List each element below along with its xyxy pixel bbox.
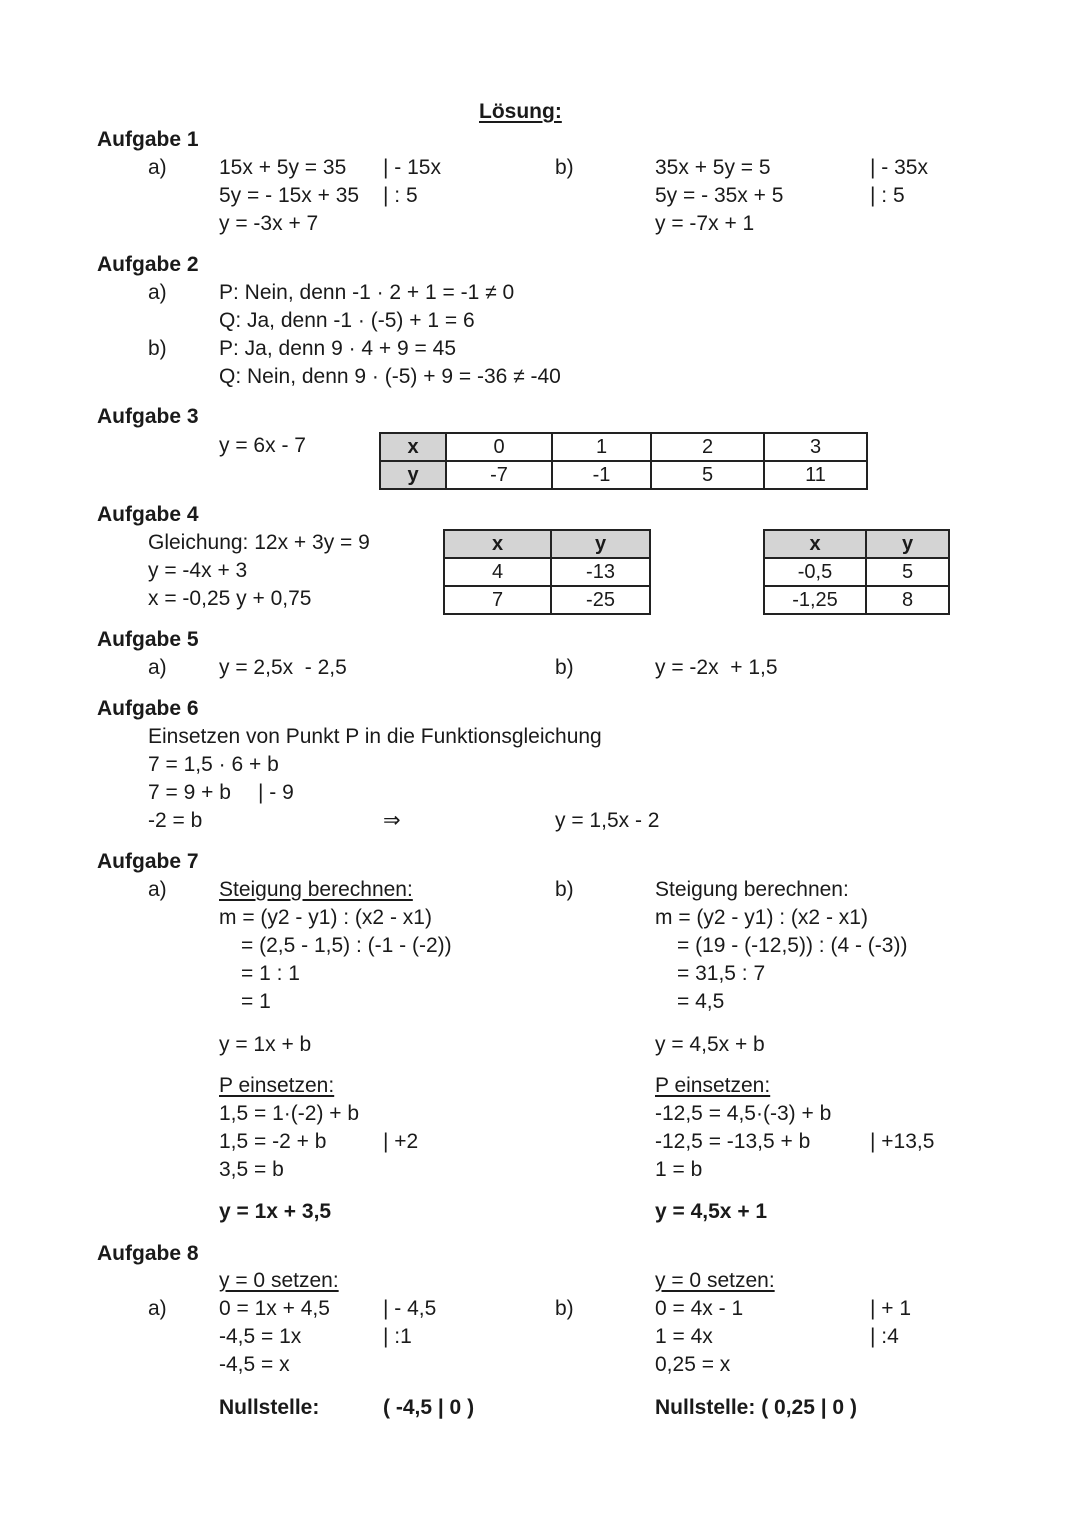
task-4-line: y = -4x + 3 <box>148 559 248 582</box>
task-8b-line: 0 = 4x - 1 <box>655 1297 744 1320</box>
task-2a-line: P: Nein, denn -1 · 2 + 1 = -1 ≠ 0 <box>219 281 515 304</box>
task-7a-result: y = 1x + 3,5 <box>219 1200 332 1223</box>
task-8a-line: 0 = 1x + 4,5 <box>219 1297 330 1320</box>
table-header-x: x <box>380 433 446 461</box>
task-7a-form: y = 1x + b <box>219 1033 312 1056</box>
task-8b-op: | + 1 <box>870 1297 912 1320</box>
task-1a-label: a) <box>148 156 167 179</box>
task-7a-p-line: 1,5 = -2 + b <box>219 1130 327 1153</box>
task-8a-null-value: ( -4,5 | 0 ) <box>383 1396 475 1419</box>
table-cell: 0 <box>446 433 552 461</box>
task-7b-label: b) <box>555 878 574 901</box>
task-7b-slope-line: = (19 - (-12,5)) : (4 - (-3)) <box>677 934 908 957</box>
table-cell: -0,5 <box>764 558 866 586</box>
table-header-y: y <box>551 530 650 558</box>
task-6-line: -2 = b <box>148 809 203 832</box>
task-5a-equation: y = 2,5x - 2,5 <box>219 656 347 679</box>
task-7b-p-line: -12,5 = -13,5 + b <box>655 1130 811 1153</box>
task-7b-slope-title: Steigung berechnen: <box>655 878 849 901</box>
task-6-line: Einsetzen von Punkt P in die Funktionsgleichung <box>148 725 602 748</box>
table-cell: -13 <box>551 558 650 586</box>
table-header-y: y <box>866 530 949 558</box>
task-6-line: 7 = 1,5 · 6 + b <box>148 753 279 776</box>
task-8a-null-label: Nullstelle: <box>219 1396 320 1419</box>
task-3-heading: Aufgabe 3 <box>97 405 199 428</box>
task-1a-line: 15x + 5y = 35 <box>219 156 347 179</box>
table-cell: 5 <box>866 558 949 586</box>
task-1a-op: | - 15x <box>383 156 441 179</box>
task-1b-label: b) <box>555 156 574 179</box>
page-title: Lösung: <box>479 100 562 123</box>
task-1a-line: 5y = - 15x + 35 <box>219 184 360 207</box>
task-7a-slope-line: = (2,5 - 1,5) : (-1 - (-2)) <box>241 934 452 957</box>
task-8a-title: y = 0 setzen: <box>219 1269 339 1292</box>
task-2b-line: P: Ja, denn 9 · 4 + 9 = 45 <box>219 337 456 360</box>
task-7a-slope-line: = 1 : 1 <box>241 962 300 985</box>
task-5a-label: a) <box>148 656 167 679</box>
table-cell: -1 <box>552 461 651 489</box>
task-7b-p-op: | +13,5 <box>870 1130 935 1153</box>
task-8-heading: Aufgabe 8 <box>97 1242 199 1265</box>
task-1b-line: 5y = - 35x + 5 <box>655 184 784 207</box>
table-cell: 2 <box>651 433 764 461</box>
task-4-heading: Aufgabe 4 <box>97 503 199 526</box>
task-7b-slope-line: = 31,5 : 7 <box>677 962 766 985</box>
task-7b-slope-line: = 4,5 <box>677 990 725 1013</box>
task-2-heading: Aufgabe 2 <box>97 253 199 276</box>
value-table-task-4-second <box>763 529 950 615</box>
task-7a-slope-line: m = (y2 - y1) : (x2 - x1) <box>219 906 432 929</box>
task-1b-op: | - 35x <box>870 156 928 179</box>
table-cell: -1,25 <box>764 586 866 614</box>
task-7a-p-line: 3,5 = b <box>219 1158 284 1181</box>
task-1b-op: | : 5 <box>870 184 905 207</box>
task-5-heading: Aufgabe 5 <box>97 628 199 651</box>
task-7b-p-title: P einsetzen: <box>655 1074 771 1097</box>
task-2b-line: Q: Nein, denn 9 · (-5) + 9 = -36 ≠ -40 <box>219 365 561 388</box>
task-1-heading: Aufgabe 1 <box>97 128 199 151</box>
task-1b-line: 35x + 5y = 5 <box>655 156 771 179</box>
table-cell: 1 <box>552 433 651 461</box>
task-7a-p-title: P einsetzen: <box>219 1074 335 1097</box>
task-8a-label: a) <box>148 1297 167 1320</box>
task-2a-label: a) <box>148 281 167 304</box>
task-8a-op: | :1 <box>383 1325 412 1348</box>
task-1b-line: y = -7x + 1 <box>655 212 755 235</box>
table-cell: 11 <box>764 461 867 489</box>
task-6-heading: Aufgabe 6 <box>97 697 199 720</box>
table-cell: 3 <box>764 433 867 461</box>
task-6-op: | - 9 <box>258 781 294 804</box>
table-cell: -25 <box>551 586 650 614</box>
task-8b-line: 1 = 4x <box>655 1325 713 1348</box>
task-8b-title: y = 0 setzen: <box>655 1269 775 1292</box>
task-5b-equation: y = -2x + 1,5 <box>655 656 778 679</box>
task-7a-slope-title: Steigung berechnen: <box>219 878 413 901</box>
task-6-line: 7 = 9 + b <box>148 781 231 804</box>
task-7-heading: Aufgabe 7 <box>97 850 199 873</box>
task-1a-line: y = -3x + 7 <box>219 212 319 235</box>
task-7a-p-line: 1,5 = 1·(-2) + b <box>219 1102 360 1125</box>
implies-arrow-icon: ⇒ <box>383 809 401 832</box>
task-4-line: Gleichung: 12x + 3y = 9 <box>148 531 370 554</box>
task-7b-p-line: 1 = b <box>655 1158 703 1181</box>
task-8a-line: -4,5 = 1x <box>219 1325 302 1348</box>
table-cell: -7 <box>446 461 552 489</box>
task-7a-slope-line: = 1 <box>241 990 271 1013</box>
task-4-line: x = -0,25 y + 0,75 <box>148 587 312 610</box>
table-header-x: x <box>764 530 866 558</box>
task-8b-null: Nullstelle: ( 0,25 | 0 ) <box>655 1396 857 1419</box>
table-cell: 4 <box>444 558 551 586</box>
table-cell: 7 <box>444 586 551 614</box>
task-8b-line: 0,25 = x <box>655 1353 731 1376</box>
task-7a-label: a) <box>148 878 167 901</box>
task-2b-label: b) <box>148 337 167 360</box>
task-2a-line: Q: Ja, denn -1 · (-5) + 1 = 6 <box>219 309 475 332</box>
task-1a-op: | : 5 <box>383 184 418 207</box>
task-8b-label: b) <box>555 1297 574 1320</box>
table-cell: 8 <box>866 586 949 614</box>
task-7b-slope-line: m = (y2 - y1) : (x2 - x1) <box>655 906 868 929</box>
task-7b-p-line: -12,5 = 4,5·(-3) + b <box>655 1102 832 1125</box>
table-header-x: x <box>444 530 551 558</box>
table-header-y: y <box>380 461 446 489</box>
task-7b-result: y = 4,5x + 1 <box>655 1200 768 1223</box>
task-8a-op: | - 4,5 <box>383 1297 437 1320</box>
value-table-task-3 <box>379 432 868 490</box>
task-3-equation: y = 6x - 7 <box>219 434 306 457</box>
task-7a-p-op: | +2 <box>383 1130 419 1153</box>
task-7b-form: y = 4,5x + b <box>655 1033 765 1056</box>
task-5b-label: b) <box>555 656 574 679</box>
value-table-task-4-first <box>443 529 651 615</box>
table-cell: 5 <box>651 461 764 489</box>
task-6-result: y = 1,5x - 2 <box>555 809 660 832</box>
task-8a-line: -4,5 = x <box>219 1353 290 1376</box>
task-8b-op: | :4 <box>870 1325 899 1348</box>
